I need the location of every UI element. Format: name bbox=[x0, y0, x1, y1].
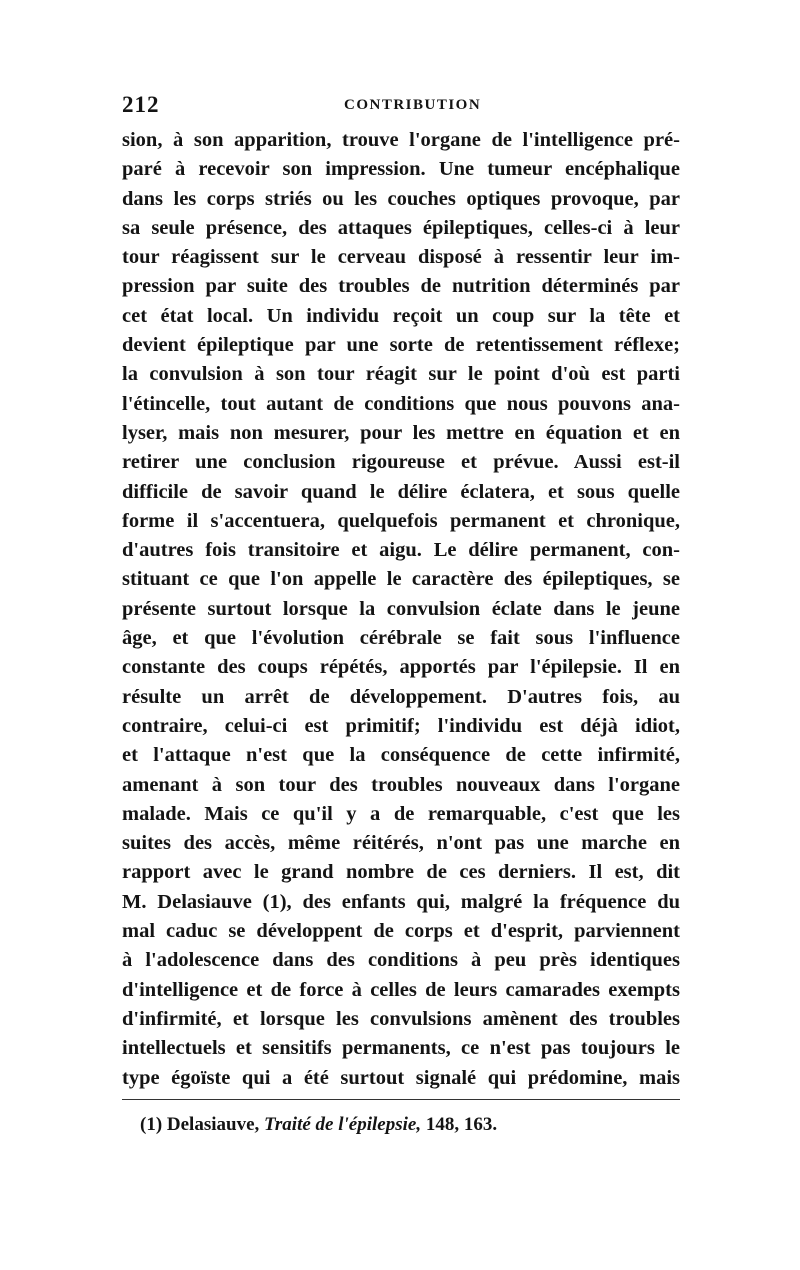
footnote-author: Delasiauve, bbox=[166, 1114, 260, 1135]
footnote-rule bbox=[122, 1099, 680, 1100]
text-line: présente surtout lorsque la convulsion éclate dans le jeune bbox=[122, 597, 680, 620]
text-line: malade. Mais ce qu'il y a de remarquable, c'est que les bbox=[122, 802, 680, 825]
text-line: difficile de savoir quand le délire éclatera, et sous quelle bbox=[122, 480, 680, 503]
text-line: cet état local. Un individu reçoit un coup sur la tête et bbox=[122, 304, 680, 327]
text-line: M. Delasiauve (1), des enfants qui, malgré la fréquence du bbox=[122, 890, 680, 913]
footnote-title: Traité de l'épilepsie, bbox=[264, 1114, 422, 1135]
text-line: et l'attaque n'est que la conséquence de cette infirmité, bbox=[122, 744, 680, 767]
text-line: d'infirmité, et lorsque les convulsions amènent des troubles bbox=[122, 1007, 680, 1030]
footnote-marker: (1) bbox=[140, 1114, 163, 1135]
page-header bbox=[122, 92, 680, 118]
body-text bbox=[122, 126, 680, 1093]
footnote-pages: 148, 163. bbox=[425, 1114, 498, 1135]
text-line: mal caduc se développent de corps et d'esprit, parviennent bbox=[122, 920, 680, 943]
text-line: l'étincelle, tout autant de conditions que nous pouvons ana- bbox=[122, 392, 680, 415]
text-line: d'intelligence et de force à celles de leurs camarades exempts bbox=[122, 978, 680, 1001]
running-head: CONTRIBUTION bbox=[344, 97, 482, 113]
text-line: amenant à son tour des troubles nouveaux dans l'organe bbox=[122, 773, 680, 796]
text-line: stituant ce que l'on appelle le caractère des épileptiques, se bbox=[122, 568, 680, 591]
text-line: retirer une conclusion rigoureuse et prévue. Aussi est-il bbox=[122, 451, 680, 474]
text-line: contraire, celui-ci est primitif; l'individu est déjà idiot, bbox=[122, 714, 680, 737]
text-line: tour réagissent sur le cerveau disposé à ressentir leur im- bbox=[122, 246, 680, 269]
text-line: âge, et que l'évolution cérébrale se fait sous l'influence bbox=[122, 627, 680, 650]
text-line: sion, à son apparition, trouve l'organe de l'intelligence pré- bbox=[122, 129, 680, 151]
text-line: devient épileptique par une sorte de retentissement réflexe; bbox=[122, 334, 680, 357]
footnote bbox=[140, 1114, 497, 1136]
text-line: constante des coups répétés, apportés par l'épilepsie. Il en bbox=[122, 656, 680, 679]
text-line: lyser, mais non mesurer, pour les mettre en équation et en bbox=[122, 421, 680, 444]
text-line: d'autres fois transitoire et aigu. Le délire permanent, con- bbox=[122, 539, 680, 562]
text-line: suites des accès, même réitérés, n'ont pas une marche en bbox=[122, 832, 680, 855]
page-number: 212 bbox=[122, 92, 160, 117]
text-line: rapport avec le grand nombre de ces derniers. Il est, dit bbox=[122, 861, 680, 884]
text-line: la convulsion à son tour réagit sur le point d'où est parti bbox=[122, 363, 680, 386]
text-line: intellectuels et sensitifs permanents, ce n'est pas toujours le bbox=[122, 1037, 680, 1060]
text-line: paré à recevoir son impression. Une tumeur encéphalique bbox=[122, 158, 680, 181]
text-line: forme il s'accentuera, quelquefois permanent et chronique, bbox=[122, 509, 680, 532]
text-line: sa seule présence, des attaques épileptiques, celles-ci à leur bbox=[122, 216, 680, 239]
text-line: à l'adolescence dans des conditions à peu près identiques bbox=[122, 949, 680, 972]
text-line: résulte un arrêt de développement. D'autres fois, au bbox=[122, 685, 680, 708]
text-line: type égoïste qui a été surtout signalé qui prédomine, mais bbox=[122, 1066, 680, 1089]
text-line: pression par suite des troubles de nutrition déterminés par bbox=[122, 275, 680, 298]
text-line: dans les corps striés ou les couches optiques provoque, par bbox=[122, 187, 680, 210]
